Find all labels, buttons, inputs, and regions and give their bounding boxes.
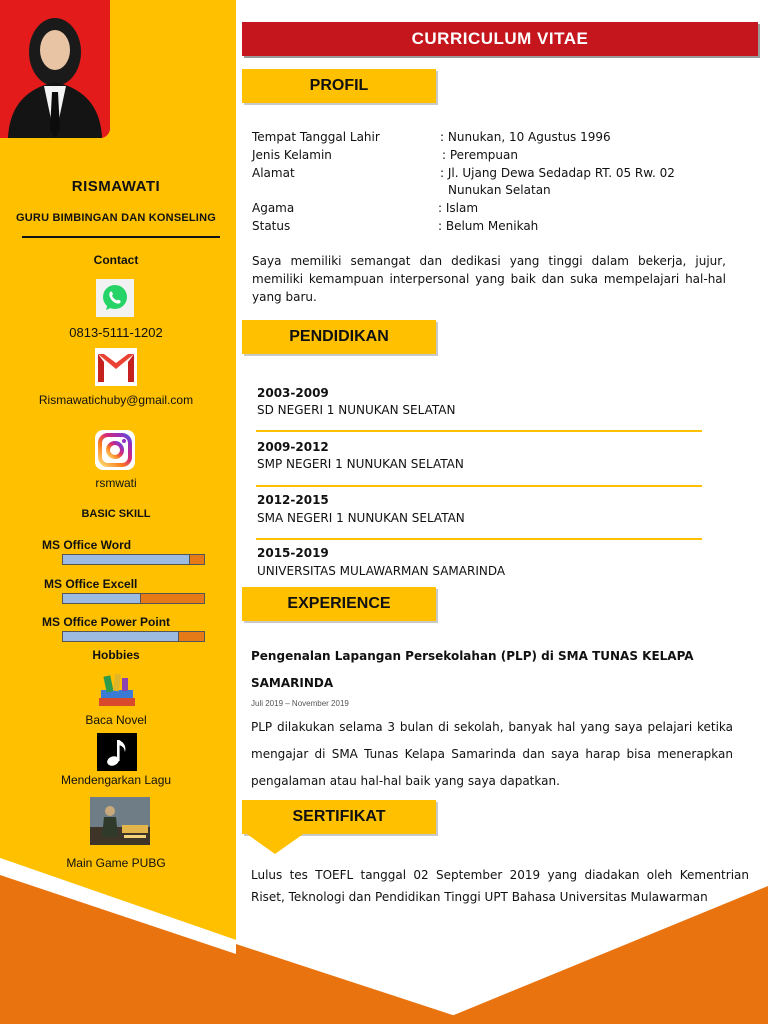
skill-bar-excel <box>62 593 205 604</box>
profil-value-religion: : Islam <box>438 201 479 215</box>
skill-label-powerpoint: MS Office Power Point <box>42 615 171 629</box>
sertifikat-pointer <box>242 832 312 856</box>
hobby-reading: Baca Novel <box>85 713 147 727</box>
experience-date: Juli 2019 – November 2019 <box>251 699 349 708</box>
instagram-icon <box>94 429 136 471</box>
section-heading-sertifikat: SERTIFIKAT <box>242 800 436 834</box>
main-content <box>242 0 768 1024</box>
person-name: RISMAWATI <box>71 178 161 195</box>
profil-label-address: Alamat <box>252 166 295 180</box>
instagram-handle[interactable]: rsmwati <box>95 476 137 490</box>
person-role: GURU BIMBINGAN DAN KONSELING <box>16 212 216 224</box>
profil-label-gender: Jenis Kelamin <box>252 148 332 162</box>
profil-label-status: Status <box>252 219 291 233</box>
section-heading-experience: EXPERIENCE <box>242 587 436 621</box>
profil-summary: Saya memiliki semangat dan dedikasi yang tinggi dalam bekerja, jujur, memiliki kemampuan interpersonal yang baik dan suka mempelajari hal-hal yang baru. <box>252 254 726 304</box>
hobby-music: Mendengarkan Lagu <box>60 773 172 787</box>
gmail-icon <box>95 348 137 386</box>
edu-divider <box>256 485 702 487</box>
contact-heading: Contact <box>93 253 139 267</box>
edu-years: 2003-2009 <box>257 386 329 400</box>
books-icon <box>97 670 137 710</box>
hobby-gaming: Main Game PUBG <box>66 856 166 870</box>
hobbies-heading: Hobbies <box>92 648 140 662</box>
whatsapp-icon <box>96 279 134 317</box>
name-divider <box>22 236 220 238</box>
experience-description: PLP dilakukan selama 3 bulan di sekolah, banyak hal yang saya pelajari ketika mengajar di SMA Tunas Kelapa Samarinda dan saya harap bisa menerapkan pengalaman atau hal-hal baik yang saya dapatkan. <box>251 720 733 788</box>
skill-fill <box>63 555 190 564</box>
profil-value-status: : Belum Menikah <box>438 219 539 233</box>
profil-label-religion: Agama <box>252 201 295 215</box>
profil-value-birth: : Nunukan, 10 Agustus 1996 <box>440 130 611 144</box>
section-heading-pendidikan: PENDIDIKAN <box>242 320 436 354</box>
skill-bar-word <box>62 554 205 565</box>
profile-photo <box>0 0 110 138</box>
skills-heading: BASIC SKILL <box>81 508 151 520</box>
email-address[interactable]: Rismawatichuby@gmail.com <box>38 393 194 407</box>
profil-value-address: : Jl. Ujang Dewa Sedadap RT. 05 Rw. 02 <box>440 166 675 180</box>
experience-title: Pengenalan Lapangan Persekolahan (PLP) di SMA TUNAS KELAPA <box>251 649 694 663</box>
sertifikat-text: Lulus tes TOEFL tanggal 02 September 2019 yang diadakan oleh Kementrian Riset, Teknologi dan Pendidikan Tinggi UPT Bahasa Universitas Mulawarman <box>251 868 749 904</box>
edu-school: SD NEGERI 1 NUNUKAN SELATAN <box>257 403 456 417</box>
experience-title-line2: SAMARINDA <box>251 676 334 690</box>
edu-school: SMP NEGERI 1 NUNUKAN SELATAN <box>257 457 464 471</box>
edu-school: SMA NEGERI 1 NUNUKAN SELATAN <box>257 511 465 525</box>
edu-divider <box>256 538 702 540</box>
page-title: CURRICULUM VITAE <box>242 22 758 56</box>
edu-school: UNIVERSITAS MULAWARMAN SAMARINDA <box>257 564 506 578</box>
sidebar <box>0 0 236 940</box>
game-icon <box>90 797 150 845</box>
profil-label-birth: Tempat Tanggal Lahir <box>252 130 380 144</box>
profil-value-address-line2: Nunukan Selatan <box>448 183 551 197</box>
phone-number[interactable]: 0813-5111-1202 <box>69 325 163 340</box>
edu-years: 2009-2012 <box>257 440 329 454</box>
edu-divider <box>256 430 702 432</box>
skill-bar-powerpoint <box>62 631 205 642</box>
edu-years: 2015-2019 <box>257 546 329 560</box>
skill-label-word: MS Office Word <box>42 538 132 552</box>
music-note-icon <box>97 733 137 771</box>
skill-label-excel: MS Office Excell <box>44 577 138 591</box>
skill-fill <box>63 632 179 641</box>
section-heading-profil: PROFIL <box>242 69 436 103</box>
skill-fill <box>63 594 141 603</box>
edu-years: 2012-2015 <box>257 493 329 507</box>
profil-value-gender: : Perempuan <box>442 148 518 162</box>
